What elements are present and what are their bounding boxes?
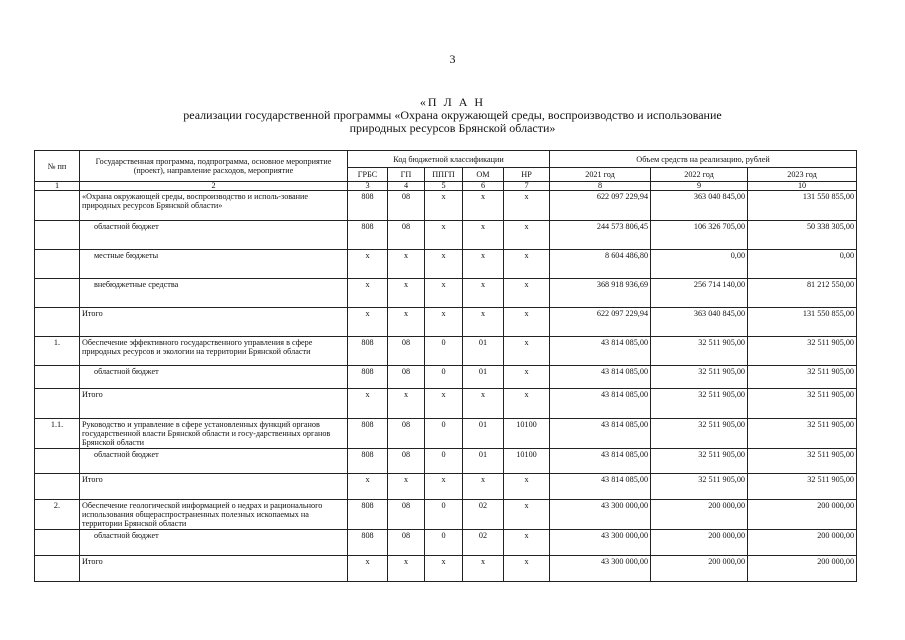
- cell-grbs: х: [348, 279, 388, 308]
- header-om: ОМ: [463, 168, 504, 182]
- column-number: 6: [463, 182, 504, 191]
- cell-grbs: х: [348, 556, 388, 582]
- cell-gp: х: [388, 250, 425, 279]
- cell-grbs: х: [348, 474, 388, 500]
- row-name: областной бюджет: [80, 221, 348, 250]
- cell-2021: 43 814 085,00: [550, 389, 651, 419]
- cell-gp: 08: [388, 191, 425, 221]
- table-body: [35, 191, 857, 582]
- row-name: Руководство и управление в сфере установленных функций органов государственной власти Брянской области и госу-дарственных органов Брянской области: [80, 419, 348, 449]
- cell-om: х: [463, 556, 504, 582]
- title-line-1: «П Л А Н: [419, 95, 486, 109]
- cell-2023: 50 338 305,00: [748, 221, 857, 250]
- row-name: Обеспечение геологической информацией о недрах и рационального использования общераспространенных полезных ископаемых на территории Брянской области: [80, 500, 348, 530]
- header-code-group: Код бюджетной классификации: [348, 151, 550, 168]
- cell-om: 01: [463, 449, 504, 474]
- cell-2022: 32 511 905,00: [651, 389, 748, 419]
- cell-2021: 43 300 000,00: [550, 556, 651, 582]
- cell-om: х: [463, 191, 504, 221]
- cell-2022: 200 000,00: [651, 556, 748, 582]
- header-name: Государственная программа, подпрограмма, основное мероприятие (проект), направление расходов, мероприятие: [80, 151, 348, 182]
- cell-2023: 81 212 550,00: [748, 279, 857, 308]
- row-name: областной бюджет: [80, 449, 348, 474]
- header-no: № пп: [35, 151, 80, 182]
- row-name: внебюджетные средства: [80, 279, 348, 308]
- table-row: [35, 419, 857, 449]
- page-number: 3: [449, 52, 456, 66]
- cell-2023: 200 000,00: [748, 556, 857, 582]
- cell-2021: 622 097 229,94: [550, 308, 651, 337]
- cell-2023: 32 511 905,00: [748, 366, 857, 389]
- row-number: [35, 389, 80, 419]
- cell-2021: 43 300 000,00: [550, 500, 651, 530]
- cell-grbs: 808: [348, 337, 388, 366]
- row-number: 2.: [35, 500, 80, 530]
- cell-om: 01: [463, 366, 504, 389]
- cell-gp: х: [388, 556, 425, 582]
- row-name: Обеспечение эффективного государственного управления в сфере природных ресурсов и экологии на территории Брянской области: [80, 337, 348, 366]
- row-number: [35, 530, 80, 556]
- cell-nr: х: [504, 279, 550, 308]
- cell-ppgp: х: [425, 221, 463, 250]
- cell-gp: 08: [388, 449, 425, 474]
- column-number: 10: [748, 182, 857, 191]
- cell-nr: 10100: [504, 419, 550, 449]
- cell-2022: 32 511 905,00: [651, 419, 748, 449]
- row-number: [35, 250, 80, 279]
- document-title: [0, 96, 905, 135]
- cell-ppgp: 0: [425, 366, 463, 389]
- row-name: Итого: [80, 389, 348, 419]
- table-row: [35, 449, 857, 474]
- header-2022: 2022 год: [651, 168, 748, 182]
- cell-grbs: 808: [348, 419, 388, 449]
- cell-ppgp: 0: [425, 337, 463, 366]
- cell-gp: 08: [388, 221, 425, 250]
- cell-gp: 08: [388, 337, 425, 366]
- cell-2022: 0,00: [651, 250, 748, 279]
- row-name: местные бюджеты: [80, 250, 348, 279]
- table-row: [35, 191, 857, 221]
- cell-2021: 368 918 936,69: [550, 279, 651, 308]
- cell-ppgp: х: [425, 474, 463, 500]
- row-number: [35, 279, 80, 308]
- table-row: [35, 500, 857, 530]
- header-ppgp: ППГП: [425, 168, 463, 182]
- cell-nr: 10100: [504, 449, 550, 474]
- header-amount-group: Объем средств на реализацию, рублей: [550, 151, 857, 168]
- row-name: областной бюджет: [80, 366, 348, 389]
- cell-om: 01: [463, 419, 504, 449]
- cell-nr: х: [504, 250, 550, 279]
- cell-gp: 08: [388, 500, 425, 530]
- table-row: [35, 474, 857, 500]
- cell-nr: х: [504, 191, 550, 221]
- table-row: [35, 389, 857, 419]
- column-number: 4: [388, 182, 425, 191]
- cell-2022: 106 326 705,00: [651, 221, 748, 250]
- title-line-2: реализации государственной программы «Охрана окружающей среды, воспроизводство и использование: [183, 108, 722, 122]
- cell-2022: 200 000,00: [651, 530, 748, 556]
- column-number: 1: [35, 182, 80, 191]
- cell-2022: 32 511 905,00: [651, 366, 748, 389]
- cell-2021: 244 573 806,45: [550, 221, 651, 250]
- cell-2022: 32 511 905,00: [651, 449, 748, 474]
- cell-gp: 08: [388, 366, 425, 389]
- cell-nr: х: [504, 389, 550, 419]
- cell-om: х: [463, 389, 504, 419]
- column-number: 8: [550, 182, 651, 191]
- cell-gp: х: [388, 279, 425, 308]
- row-number: 1.: [35, 337, 80, 366]
- cell-om: 02: [463, 530, 504, 556]
- table-row: [35, 308, 857, 337]
- column-number: 5: [425, 182, 463, 191]
- cell-2023: 131 550 855,00: [748, 308, 857, 337]
- cell-ppgp: 0: [425, 500, 463, 530]
- column-number: 9: [651, 182, 748, 191]
- cell-2023: 32 511 905,00: [748, 389, 857, 419]
- cell-gp: х: [388, 389, 425, 419]
- cell-2023: 32 511 905,00: [748, 449, 857, 474]
- cell-om: 01: [463, 337, 504, 366]
- cell-2021: 8 604 486,80: [550, 250, 651, 279]
- row-name: Итого: [80, 474, 348, 500]
- row-name: «Охрана окружающей среды, воспроизводство и исполь-зование природных ресурсов Брянской области»: [80, 191, 348, 221]
- table-row: [35, 366, 857, 389]
- cell-grbs: 808: [348, 530, 388, 556]
- cell-2023: 200 000,00: [748, 530, 857, 556]
- cell-om: х: [463, 279, 504, 308]
- cell-om: 02: [463, 500, 504, 530]
- row-number: 1.1.: [35, 419, 80, 449]
- table-row: [35, 530, 857, 556]
- cell-2021: 43 814 085,00: [550, 474, 651, 500]
- cell-gp: 08: [388, 419, 425, 449]
- cell-gp: х: [388, 308, 425, 337]
- cell-ppgp: х: [425, 308, 463, 337]
- header-2021: 2021 год: [550, 168, 651, 182]
- row-name: Итого: [80, 308, 348, 337]
- table-header: [35, 151, 857, 191]
- row-number: [35, 308, 80, 337]
- cell-nr: х: [504, 556, 550, 582]
- plan-table: [34, 150, 857, 582]
- column-number: 2: [80, 182, 348, 191]
- cell-nr: х: [504, 530, 550, 556]
- row-name: Итого: [80, 556, 348, 582]
- table-row: [35, 337, 857, 366]
- cell-grbs: 808: [348, 366, 388, 389]
- column-number: 3: [348, 182, 388, 191]
- cell-2022: 256 714 140,00: [651, 279, 748, 308]
- cell-om: х: [463, 308, 504, 337]
- cell-2021: 43 300 000,00: [550, 530, 651, 556]
- cell-om: х: [463, 250, 504, 279]
- cell-nr: х: [504, 308, 550, 337]
- cell-2022: 200 000,00: [651, 500, 748, 530]
- cell-nr: х: [504, 366, 550, 389]
- cell-2021: 43 814 085,00: [550, 449, 651, 474]
- cell-ppgp: 0: [425, 530, 463, 556]
- cell-2023: 131 550 855,00: [748, 191, 857, 221]
- cell-nr: х: [504, 337, 550, 366]
- cell-ppgp: х: [425, 250, 463, 279]
- table-row: [35, 221, 857, 250]
- cell-2022: 363 040 845,00: [651, 308, 748, 337]
- cell-2022: 32 511 905,00: [651, 337, 748, 366]
- column-number-row: [35, 182, 857, 191]
- row-number: [35, 474, 80, 500]
- cell-nr: х: [504, 474, 550, 500]
- cell-gp: 08: [388, 530, 425, 556]
- cell-2021: 622 097 229,94: [550, 191, 651, 221]
- cell-grbs: 808: [348, 221, 388, 250]
- cell-ppgp: 0: [425, 449, 463, 474]
- cell-grbs: х: [348, 250, 388, 279]
- table-row: [35, 250, 857, 279]
- table-row: [35, 279, 857, 308]
- row-number: [35, 449, 80, 474]
- row-number: [35, 221, 80, 250]
- cell-gp: х: [388, 474, 425, 500]
- cell-grbs: 808: [348, 191, 388, 221]
- cell-2022: 32 511 905,00: [651, 474, 748, 500]
- cell-2023: 32 511 905,00: [748, 337, 857, 366]
- table-row: [35, 556, 857, 582]
- cell-2023: 32 511 905,00: [748, 474, 857, 500]
- header-nr: НР: [504, 168, 550, 182]
- cell-grbs: 808: [348, 500, 388, 530]
- cell-nr: х: [504, 500, 550, 530]
- cell-om: х: [463, 474, 504, 500]
- row-number: [35, 366, 80, 389]
- cell-ppgp: х: [425, 279, 463, 308]
- cell-ppgp: 0: [425, 419, 463, 449]
- title-line-3: природных ресурсов Брянской области»: [349, 121, 556, 135]
- cell-2021: 43 814 085,00: [550, 366, 651, 389]
- cell-ppgp: х: [425, 389, 463, 419]
- cell-2023: 200 000,00: [748, 500, 857, 530]
- row-number: [35, 191, 80, 221]
- header-gp: ГП: [388, 168, 425, 182]
- cell-nr: х: [504, 221, 550, 250]
- cell-2022: 363 040 845,00: [651, 191, 748, 221]
- cell-ppgp: х: [425, 191, 463, 221]
- cell-2021: 43 814 085,00: [550, 419, 651, 449]
- cell-ppgp: х: [425, 556, 463, 582]
- cell-grbs: х: [348, 308, 388, 337]
- row-number: [35, 556, 80, 582]
- column-number: 7: [504, 182, 550, 191]
- row-name: областной бюджет: [80, 530, 348, 556]
- header-grbs: ГРБС: [348, 168, 388, 182]
- cell-2021: 43 814 085,00: [550, 337, 651, 366]
- cell-grbs: 808: [348, 449, 388, 474]
- cell-om: х: [463, 221, 504, 250]
- cell-2023: 32 511 905,00: [748, 419, 857, 449]
- cell-grbs: х: [348, 389, 388, 419]
- header-2023: 2023 год: [748, 168, 857, 182]
- cell-2023: 0,00: [748, 250, 857, 279]
